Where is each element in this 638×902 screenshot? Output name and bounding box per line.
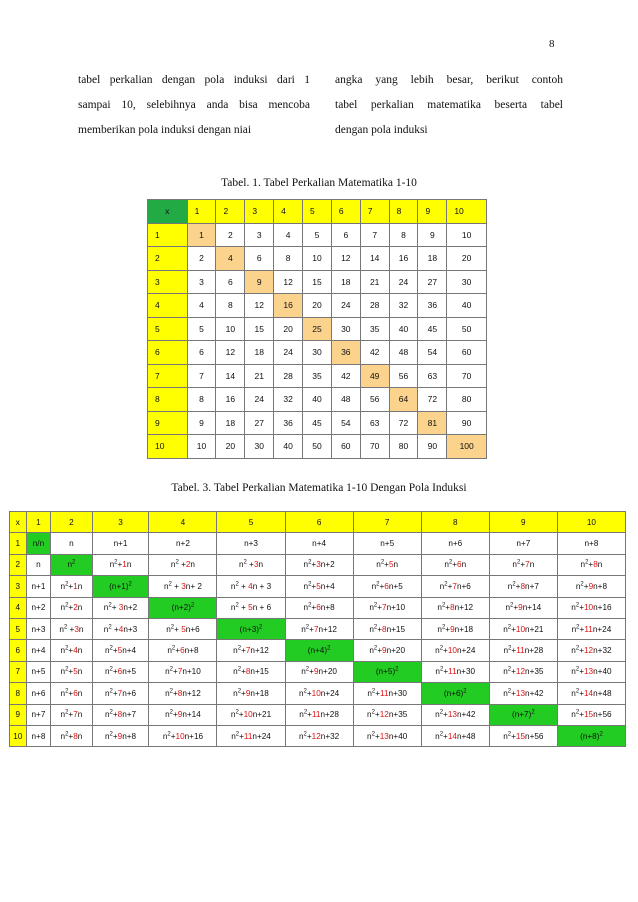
table-cell: $n^2+13n+40$ <box>353 725 421 746</box>
table-row <box>148 270 487 294</box>
table-cell: 42 <box>331 364 360 388</box>
table-row <box>148 247 487 271</box>
table-cell: $n^2+9n+18$ <box>421 618 489 639</box>
table-cell: $n^2+4n$ <box>51 640 92 661</box>
table-row <box>148 411 487 435</box>
table-cell: $n^2+12n+32$ <box>557 640 625 661</box>
table-cell: 7 <box>187 364 216 388</box>
row-header-cell: 3 <box>148 270 188 294</box>
table-cell: n+4 <box>26 640 51 661</box>
square-cell: $(n+1)^2$ <box>92 576 149 597</box>
table-cell: $n^2+15n+56$ <box>557 704 625 725</box>
square-cell: 81 <box>418 411 447 435</box>
table-cell: 80 <box>389 435 418 459</box>
table-cell: 6 <box>245 247 274 271</box>
column-header-cell: 3 <box>245 200 274 224</box>
table-row <box>148 435 487 459</box>
table-cell: $n^2+10n+16$ <box>149 725 217 746</box>
table-row <box>10 640 626 661</box>
right-column-line: dengan pola induksi <box>335 124 428 136</box>
table-cell: 48 <box>331 388 360 412</box>
table-cell: 27 <box>245 411 274 435</box>
left-column-line: sampai 10, selebihnya anda bisa mencoba <box>78 99 310 111</box>
table-row <box>10 618 626 639</box>
table-cell: $n^2+1n$ <box>51 576 92 597</box>
table-cell: $n^2+7n+12$ <box>217 640 285 661</box>
induction-pattern-table <box>9 511 626 747</box>
table-row <box>148 294 487 318</box>
table-cell: 4 <box>187 294 216 318</box>
table-cell: n+1 <box>92 533 149 554</box>
table-cell: 2 <box>187 247 216 271</box>
table-cell: 10 <box>187 435 216 459</box>
table-cell: $n^2+7n$ <box>489 554 557 575</box>
row-header-cell: 6 <box>148 341 188 365</box>
table-cell: $n^2+13n+40$ <box>557 661 625 682</box>
table-cell: $n^2+5n$ <box>353 554 421 575</box>
table-cell: 90 <box>418 435 447 459</box>
table-cell: $n^2+11n+28$ <box>285 704 353 725</box>
right-column-paragraph <box>335 68 563 143</box>
table-cell: 60 <box>331 435 360 459</box>
column-header-cell: 2 <box>216 200 245 224</box>
table-cell: 24 <box>389 270 418 294</box>
row-header-cell: 7 <box>148 364 188 388</box>
table-cell: 8 <box>187 388 216 412</box>
table-cell: $n^2+7n+10$ <box>149 661 217 682</box>
table-cell: n <box>51 533 92 554</box>
table-cell: 30 <box>303 341 332 365</box>
table-cell: $n^2+8n+15$ <box>353 618 421 639</box>
table-cell: 30 <box>331 317 360 341</box>
table-cell: $n^2+8n$ <box>557 554 625 575</box>
table-cell: 20 <box>216 435 245 459</box>
row-header-cell: 10 <box>10 725 27 746</box>
row-header-cell: 5 <box>148 317 188 341</box>
table-cell: 8 <box>389 223 418 247</box>
table-cell: 80 <box>447 388 487 412</box>
table-cell: $n^2+3n+2$ <box>285 554 353 575</box>
square-cell: 100 <box>447 435 487 459</box>
column-header-cell: 7 <box>353 512 421 533</box>
table-cell: $n^2+1n$ <box>92 554 149 575</box>
square-cell: n/n <box>26 533 51 554</box>
table-cell: 56 <box>360 388 389 412</box>
square-cell: $(n+8)^2$ <box>557 725 625 746</box>
table-cell: n+1 <box>26 576 51 597</box>
square-cell: $(n+3)^2$ <box>217 618 285 639</box>
table-cell: n+2 <box>26 597 51 618</box>
table-cell: $n^2+6n$ <box>421 554 489 575</box>
table-cell: 40 <box>303 388 332 412</box>
square-cell: $(n+2)^2$ <box>149 597 217 618</box>
table-cell: $n^2+6n+8$ <box>149 640 217 661</box>
column-header-cell: 8 <box>421 512 489 533</box>
square-cell: $(n+6)^2$ <box>421 683 489 704</box>
row-header-cell: 1 <box>148 223 188 247</box>
column-header-cell: 10 <box>557 512 625 533</box>
table-cell: $n^2 +3n$ <box>217 554 285 575</box>
table-row <box>148 317 487 341</box>
table-cell: $n^2+9n+14$ <box>149 704 217 725</box>
table-cell: $n^2+14n+48$ <box>421 725 489 746</box>
table-cell: $n^2+13n+42$ <box>421 704 489 725</box>
table-cell: 70 <box>360 435 389 459</box>
table-cell: 42 <box>360 341 389 365</box>
table-cell: 15 <box>303 270 332 294</box>
row-header-cell: 8 <box>148 388 188 412</box>
table-cell: $n^2 +2n$ <box>149 554 217 575</box>
square-cell: 25 <box>303 317 332 341</box>
left-column-line: tabel perkalian dengan pola induksi dari 1 <box>78 74 310 86</box>
table-cell: 28 <box>360 294 389 318</box>
table-cell: n+8 <box>26 725 51 746</box>
column-header-cell: 1 <box>26 512 51 533</box>
table-cell: 3 <box>187 270 216 294</box>
table-cell: n+3 <box>217 533 285 554</box>
table-cell: n <box>26 554 51 575</box>
table-row <box>10 597 626 618</box>
table-cell: 40 <box>389 317 418 341</box>
table-cell: 50 <box>447 317 487 341</box>
table-cell: $n^2+11n+30$ <box>421 661 489 682</box>
left-column-paragraph <box>78 68 310 143</box>
column-header-cell: 1 <box>187 200 216 224</box>
table-cell: 18 <box>418 247 447 271</box>
table-cell: 21 <box>360 270 389 294</box>
square-cell: 36 <box>331 341 360 365</box>
table-cell: 40 <box>274 435 303 459</box>
table-cell: $n^2+7n$ <box>51 704 92 725</box>
table-cell: $n^2+11n+28$ <box>489 640 557 661</box>
table-cell: $n^2+9n+18$ <box>217 683 285 704</box>
table-cell: $n^2 + 3n+ 2$ <box>149 576 217 597</box>
table-cell: n+8 <box>557 533 625 554</box>
column-header-cell: 6 <box>331 200 360 224</box>
right-column-line: angka yang lebih besar, berikut contoh <box>335 74 563 86</box>
column-header-cell: 9 <box>418 200 447 224</box>
table-cell: $n^2+11n+24$ <box>557 618 625 639</box>
table-cell: 60 <box>447 341 487 365</box>
row-header-cell: 3 <box>10 576 27 597</box>
table-cell: 18 <box>216 411 245 435</box>
column-header-cell: 7 <box>360 200 389 224</box>
table-cell: $n^2+12n+32$ <box>285 725 353 746</box>
table-cell: $n^2 + 4n + 3$ <box>217 576 285 597</box>
table-cell: 6 <box>187 341 216 365</box>
column-header-cell: 3 <box>92 512 149 533</box>
table-cell: 14 <box>216 364 245 388</box>
column-header-cell: 5 <box>217 512 285 533</box>
table-cell: $n^2+7n+6$ <box>92 683 149 704</box>
table-cell: $n^2+8n+7$ <box>92 704 149 725</box>
table-cell: $n^2+12n+35$ <box>353 704 421 725</box>
column-header-cell: 4 <box>149 512 217 533</box>
table-cell: $n^2+6n+5$ <box>353 576 421 597</box>
table-cell: $n^2+10n+21$ <box>217 704 285 725</box>
square-cell: $(n+5)^2$ <box>353 661 421 682</box>
table-cell: $n^2 +4n+3$ <box>92 618 149 639</box>
column-header-cell: 10 <box>447 200 487 224</box>
table-cell: $n^2+6n+5$ <box>92 661 149 682</box>
table-cell: $n^2 + 5n + 6$ <box>217 597 285 618</box>
table-cell: 54 <box>331 411 360 435</box>
table-cell: 5 <box>187 317 216 341</box>
table-cell: 20 <box>303 294 332 318</box>
table-cell: $n^2+9n+14$ <box>489 597 557 618</box>
table-cell: $n^2+9n+8$ <box>92 725 149 746</box>
table-cell: 72 <box>389 411 418 435</box>
table-row <box>10 725 626 746</box>
table-cell: $n^2+15n+56$ <box>489 725 557 746</box>
row-header-cell: 5 <box>10 618 27 639</box>
column-header-cell: 5 <box>303 200 332 224</box>
table-cell: $n^2+14n+48$ <box>557 683 625 704</box>
table-cell: n+6 <box>26 683 51 704</box>
table-header-row <box>10 512 626 533</box>
table-cell: 3 <box>245 223 274 247</box>
column-header-cell: 8 <box>389 200 418 224</box>
table-cell: 27 <box>418 270 447 294</box>
table-cell: 63 <box>418 364 447 388</box>
table-cell: 10 <box>216 317 245 341</box>
table-cell: 24 <box>331 294 360 318</box>
table1-caption: Tabel. 1. Tabel Perkalian Matematika 1-10 <box>221 177 417 189</box>
row-header-cell: 1 <box>10 533 27 554</box>
row-header-cell: 6 <box>10 640 27 661</box>
table-cell: 7 <box>360 223 389 247</box>
table-cell: 4 <box>274 223 303 247</box>
table-cell: 10 <box>447 223 487 247</box>
table-cell: 28 <box>274 364 303 388</box>
table-cell: $n^2+12n+35$ <box>489 661 557 682</box>
table-cell: $n^2+2n$ <box>51 597 92 618</box>
table-row <box>10 683 626 704</box>
table-cell: 20 <box>274 317 303 341</box>
column-header-cell: 2 <box>51 512 92 533</box>
table-row <box>148 341 487 365</box>
column-header-cell: 9 <box>489 512 557 533</box>
table-cell: n+4 <box>285 533 353 554</box>
table-cell: 40 <box>447 294 487 318</box>
table-cell: $n^2+7n+6$ <box>421 576 489 597</box>
table-cell: $n^2+7n+12$ <box>285 618 353 639</box>
table-cell: $n^2+10n+21$ <box>489 618 557 639</box>
table-cell: 12 <box>274 270 303 294</box>
table-cell: $n^2+5n$ <box>51 661 92 682</box>
table-row <box>10 576 626 597</box>
table-cell: $n^2+9n+20$ <box>353 640 421 661</box>
table-cell: n+7 <box>489 533 557 554</box>
corner-cell: x <box>10 512 27 533</box>
table-cell: 9 <box>187 411 216 435</box>
row-header-cell: 4 <box>10 597 27 618</box>
table-cell: 70 <box>447 364 487 388</box>
table-cell: 12 <box>245 294 274 318</box>
table-cell: 63 <box>360 411 389 435</box>
table-cell: 30 <box>245 435 274 459</box>
table-cell: n+5 <box>26 661 51 682</box>
table-cell: 32 <box>389 294 418 318</box>
table-cell: n+5 <box>353 533 421 554</box>
row-header-cell: 9 <box>10 704 27 725</box>
table-row <box>148 223 487 247</box>
table-cell: 24 <box>245 388 274 412</box>
table-cell: 45 <box>418 317 447 341</box>
square-cell: $n^2$ <box>51 554 92 575</box>
square-cell: 1 <box>187 223 216 247</box>
row-header-cell: 8 <box>10 683 27 704</box>
table-cell: $n^2+9n+20$ <box>285 661 353 682</box>
table-cell: $n^2+8n+12$ <box>421 597 489 618</box>
column-header-cell: 4 <box>274 200 303 224</box>
row-header-cell: 2 <box>10 554 27 575</box>
table-cell: 9 <box>418 223 447 247</box>
table-cell: 12 <box>331 247 360 271</box>
table-cell: 35 <box>303 364 332 388</box>
table-cell: $n^2+ 3n+2$ <box>92 597 149 618</box>
column-header-cell: 6 <box>285 512 353 533</box>
table-row <box>10 704 626 725</box>
table-cell: 10 <box>303 247 332 271</box>
table-cell: $n^2+8n+12$ <box>149 683 217 704</box>
table-cell: n+3 <box>26 618 51 639</box>
table-cell: 48 <box>389 341 418 365</box>
table-cell: $n^2 +3n$ <box>51 618 92 639</box>
row-header-cell: 7 <box>10 661 27 682</box>
table-cell: 16 <box>389 247 418 271</box>
square-cell: 49 <box>360 364 389 388</box>
table-cell: 50 <box>303 435 332 459</box>
right-column-line: tabel perkalian matematika beserta tabel <box>335 99 563 111</box>
table-cell: $n^2+10n+24$ <box>285 683 353 704</box>
table-cell: 6 <box>216 270 245 294</box>
table-row <box>10 554 626 575</box>
table-cell: $n^2+11n+30$ <box>353 683 421 704</box>
table-cell: $n^2+8n$ <box>51 725 92 746</box>
table-cell: $n^2+13n+42$ <box>489 683 557 704</box>
table-cell: $n^2+9n+8$ <box>557 576 625 597</box>
table-cell: 24 <box>274 341 303 365</box>
table-cell: 15 <box>245 317 274 341</box>
table-cell: $n^2+7n+10$ <box>353 597 421 618</box>
table-cell: 72 <box>418 388 447 412</box>
multiplication-table <box>147 199 487 459</box>
table-cell: 12 <box>216 341 245 365</box>
table-cell: 6 <box>331 223 360 247</box>
table-row <box>148 388 487 412</box>
table-cell: 90 <box>447 411 487 435</box>
table-cell: 32 <box>274 388 303 412</box>
row-header-cell: 2 <box>148 247 188 271</box>
table-cell: n+2 <box>149 533 217 554</box>
square-cell: 4 <box>216 247 245 271</box>
table-cell: n+6 <box>421 533 489 554</box>
table-cell: n+7 <box>26 704 51 725</box>
table-cell: $n^2+5n+4$ <box>92 640 149 661</box>
table-cell: 18 <box>331 270 360 294</box>
square-cell: $(n+7)^2$ <box>489 704 557 725</box>
table-cell: 5 <box>303 223 332 247</box>
table-cell: $n^2+6n$ <box>51 683 92 704</box>
table-cell: 18 <box>245 341 274 365</box>
row-header-cell: 10 <box>148 435 188 459</box>
table-cell: 21 <box>245 364 274 388</box>
table-header-row <box>148 200 487 224</box>
table-cell: 30 <box>447 270 487 294</box>
row-header-cell: 9 <box>148 411 188 435</box>
table-cell: 56 <box>389 364 418 388</box>
table-cell: $n^2+11n+24$ <box>217 725 285 746</box>
square-cell: 64 <box>389 388 418 412</box>
table-row <box>10 533 626 554</box>
table-cell: 20 <box>447 247 487 271</box>
square-cell: 16 <box>274 294 303 318</box>
table-cell: $n^2+8n+15$ <box>217 661 285 682</box>
corner-cell: x <box>148 200 188 224</box>
table-cell: 45 <box>303 411 332 435</box>
square-cell: 9 <box>245 270 274 294</box>
square-cell: $(n+4)^2$ <box>285 640 353 661</box>
table-cell: 8 <box>216 294 245 318</box>
table-row <box>10 661 626 682</box>
table-cell: $n^2+6n+8$ <box>285 597 353 618</box>
table-cell: $n^2+ 5n+6$ <box>149 618 217 639</box>
table-cell: $n^2+8n+7$ <box>489 576 557 597</box>
table-cell: $n^2+10n+16$ <box>557 597 625 618</box>
row-header-cell: 4 <box>148 294 188 318</box>
left-column-line: memberikan pola induksi dengan niai <box>78 124 252 136</box>
page-number: 8 <box>549 38 555 50</box>
table2-caption: Tabel. 3. Tabel Perkalian Matematika 1-10 Dengan Pola Induksi <box>171 482 467 494</box>
table-cell: 2 <box>216 223 245 247</box>
table-cell: 35 <box>360 317 389 341</box>
table-cell: 14 <box>360 247 389 271</box>
table-cell: 54 <box>418 341 447 365</box>
table-cell: 36 <box>418 294 447 318</box>
table-row <box>148 364 487 388</box>
table-cell: $n^2+5n+4$ <box>285 576 353 597</box>
table-cell: $n^2+10n+24$ <box>421 640 489 661</box>
table-cell: 16 <box>216 388 245 412</box>
table-cell: 8 <box>274 247 303 271</box>
table-cell: 36 <box>274 411 303 435</box>
